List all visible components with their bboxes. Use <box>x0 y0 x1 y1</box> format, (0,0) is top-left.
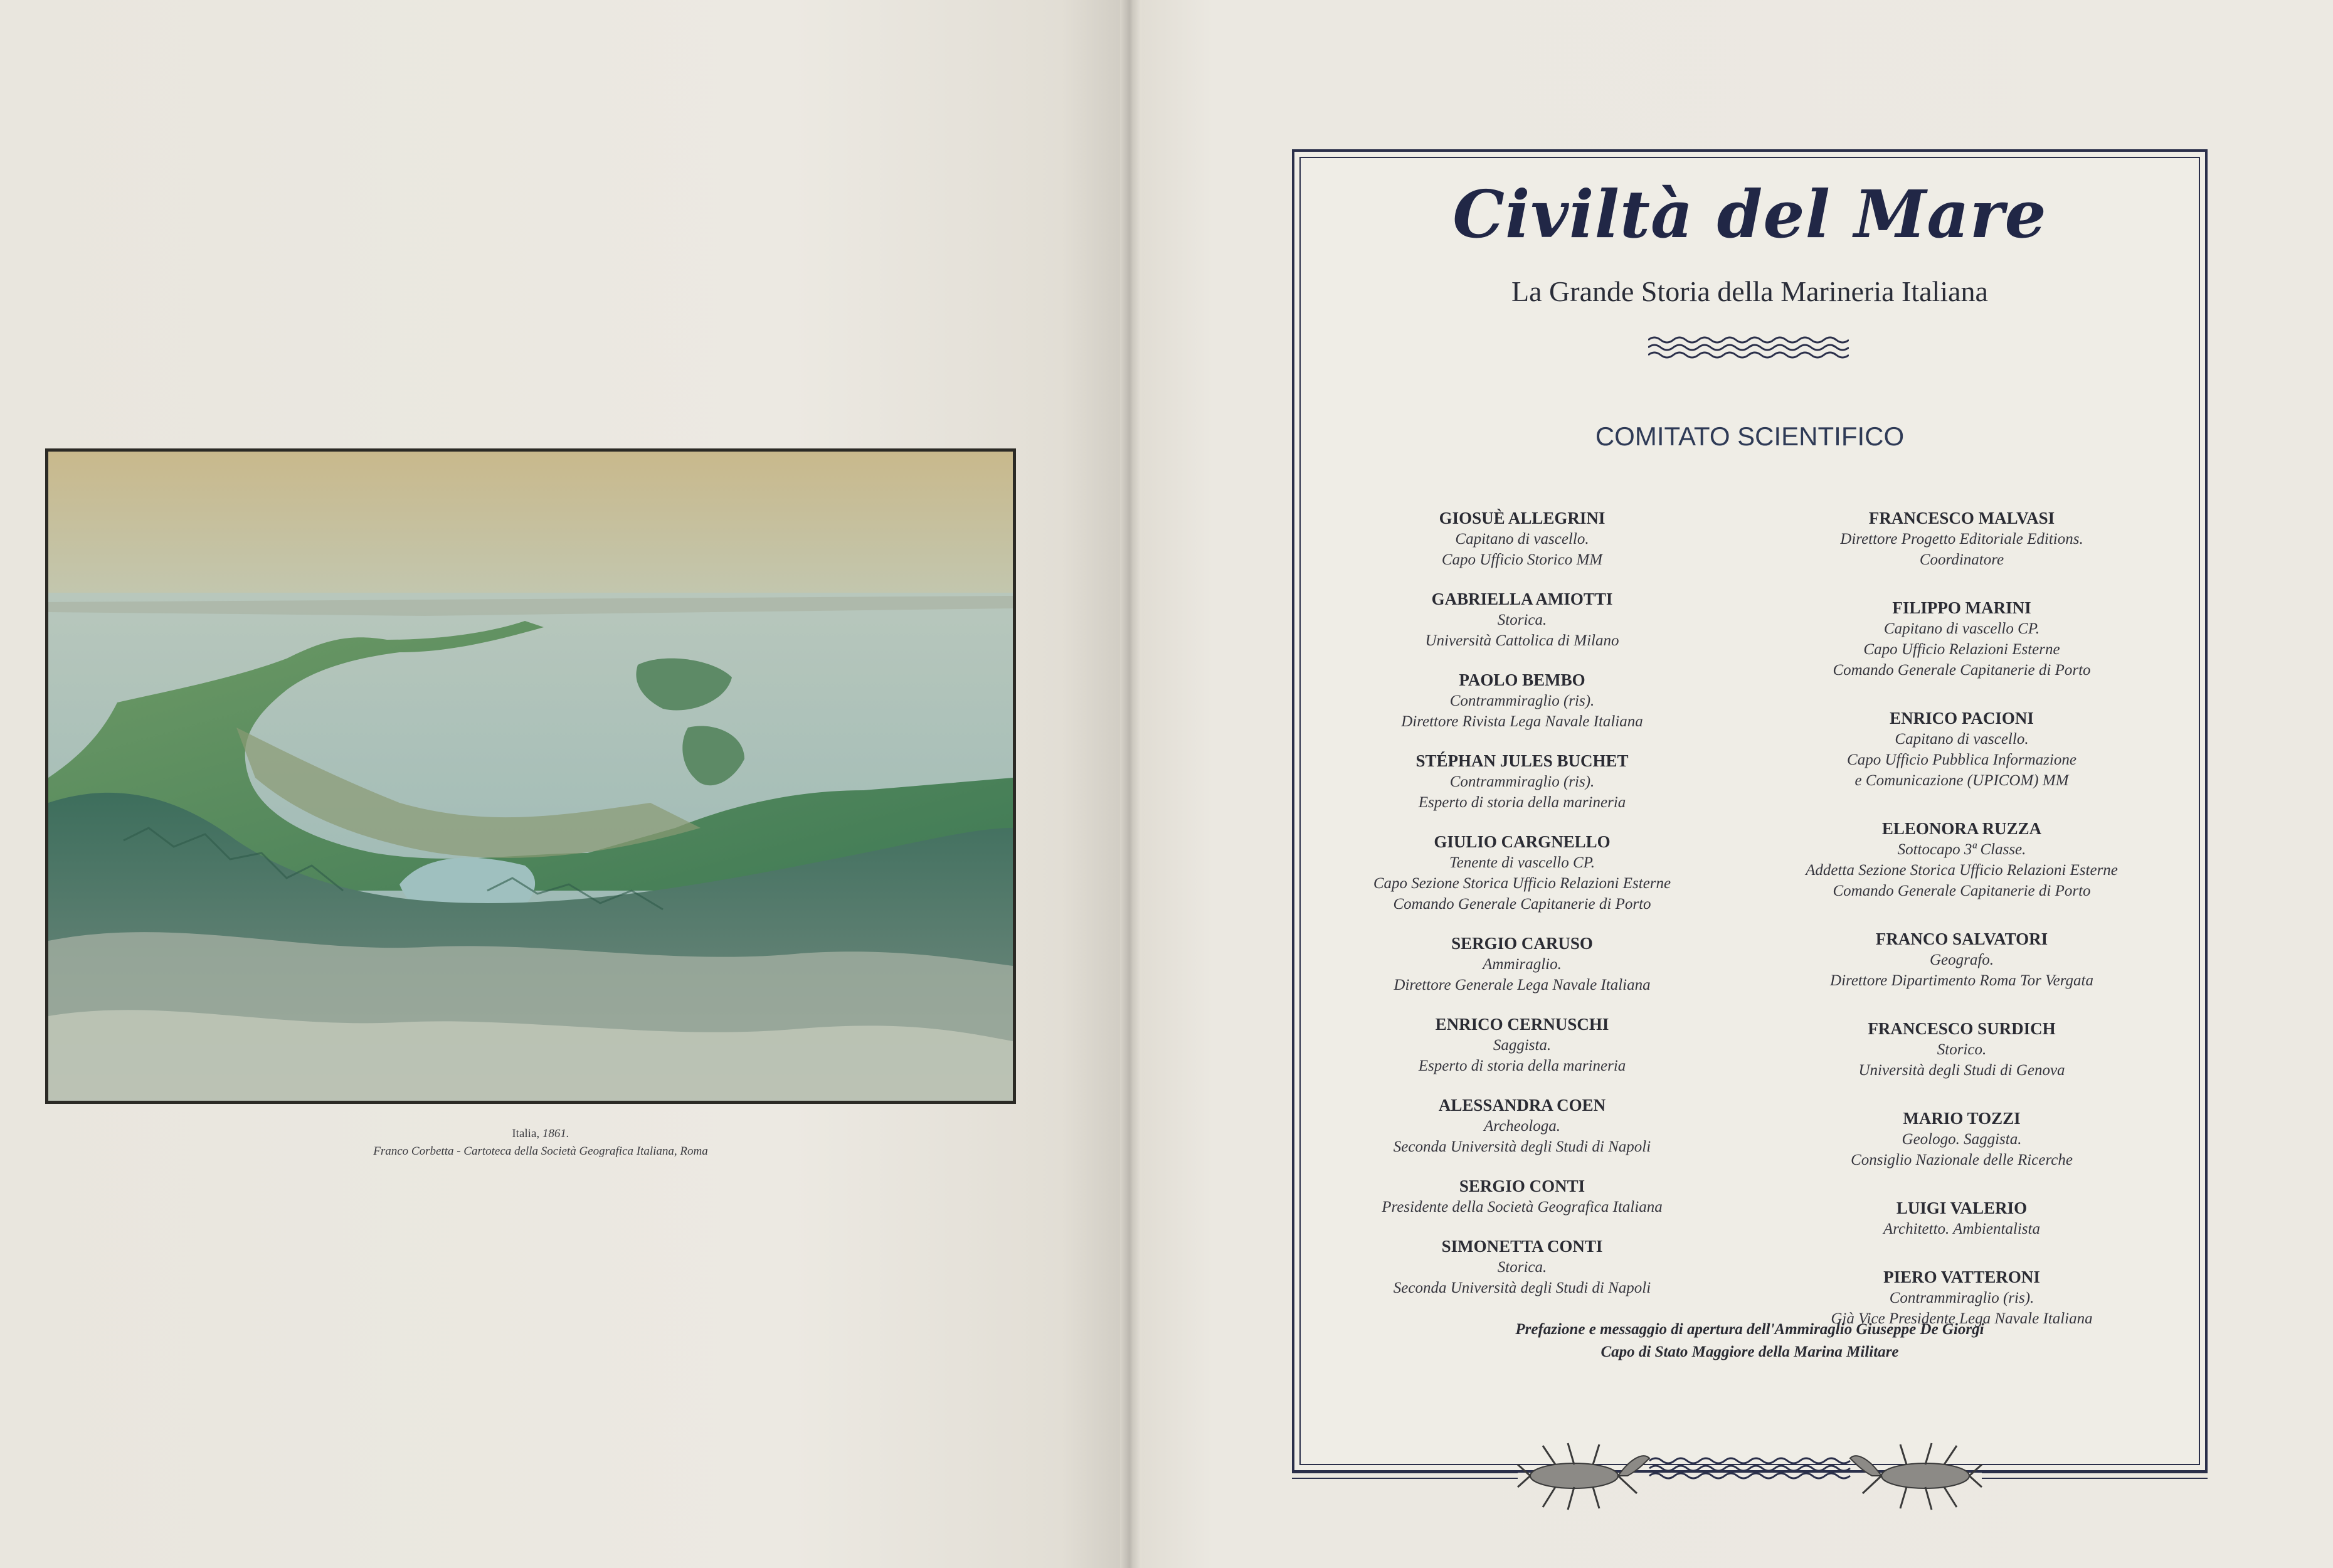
preface-line-1: Prefazione e messaggio di apertura dell'Ammiraglio Giuseppe De Giorgi <box>1515 1321 1984 1338</box>
book-gutter <box>1120 0 1141 1568</box>
committee-member <box>1774 1198 2150 1239</box>
committee-left-column <box>1334 489 1710 1298</box>
member-role: Consiglio Nazionale delle Ricerche <box>1851 1152 2073 1168</box>
member-role: Capo Ufficio Storico MM <box>1441 551 1603 568</box>
caption-credit: Franco Corbetta - Cartoteca della Società Geografica Italiana, Roma <box>373 1145 708 1158</box>
member-role: Architetto. Ambientalista <box>1883 1221 2040 1237</box>
member-role: Capitano di vascello CP. <box>1883 620 2040 637</box>
member-name: SIMONETTA CONTI <box>1441 1237 1603 1256</box>
committee-member <box>1774 598 2150 681</box>
member-role: Storica. <box>1497 1259 1547 1276</box>
committee-member <box>1774 1019 2150 1081</box>
member-name: ENRICO CERNUSCHI <box>1435 1015 1609 1034</box>
committee-member <box>1334 1095 1710 1157</box>
member-role: e Comunicazione (UPICOM) MM <box>1854 772 2069 789</box>
member-role: Storica. <box>1497 612 1547 628</box>
book-subtitle: La Grande Storia della Marineria Italiana <box>1511 275 1988 307</box>
member-role: Sottocapo 3ª Classe. <box>1897 841 2026 858</box>
preface-line-2: Capo di Stato Maggiore della Marina Militare <box>1600 1343 1899 1360</box>
member-name: MARIO TOZZI <box>1903 1109 2021 1128</box>
committee-member <box>1774 818 2150 901</box>
member-role: Seconda Università degli Studi di Napoli <box>1393 1279 1651 1296</box>
lobster-footer-ornament <box>1292 1427 2208 1521</box>
caption-place: Italia, <box>512 1127 540 1140</box>
member-role: Geologo. Saggista. <box>1902 1131 2022 1148</box>
member-role: Direttore Dipartimento Roma Tor Vergata <box>1830 972 2093 989</box>
member-role: Presidente della Società Geografica Italiana <box>1382 1199 1663 1216</box>
committee-member <box>1334 589 1710 651</box>
caption-title <box>233 1125 848 1143</box>
preface-note <box>1361 1318 2139 1364</box>
member-role: Direttore Generale Lega Navale Italiana <box>1394 977 1651 993</box>
member-role: Direttore Rivista Lega Navale Italiana <box>1401 713 1643 730</box>
member-name: SERGIO CARUSO <box>1451 934 1593 953</box>
member-name: FRANCO SALVATORI <box>1875 930 2048 948</box>
member-role: Direttore Progetto Editoriale Editions. <box>1840 531 2083 548</box>
committee-member <box>1334 1236 1710 1298</box>
member-role: Già Vice Presidente Lega Navale Italiana <box>1831 1310 2093 1327</box>
committee-right-column <box>1774 489 2150 1329</box>
wave-ornament-icon <box>1648 335 1849 363</box>
member-role: Capo Ufficio Relazioni Esterne <box>1863 641 2060 658</box>
committee-member <box>1334 508 1710 570</box>
member-name: GABRIELLA AMIOTTI <box>1431 590 1613 608</box>
member-name: GIOSUÈ ALLEGRINI <box>1439 509 1606 527</box>
member-role: Esperto di storia della marineria <box>1418 1057 1626 1074</box>
member-role: Esperto di storia della marineria <box>1418 794 1626 811</box>
committee-member <box>1334 751 1710 813</box>
member-role: Contrammiraglio (ris). <box>1449 773 1595 790</box>
member-role: Geografo. <box>1929 951 1994 968</box>
member-name: PIERO VATTERONI <box>1883 1268 2040 1286</box>
member-role: Università degli Studi di Genova <box>1858 1062 2065 1079</box>
map-illustration <box>45 448 1016 1104</box>
member-role: Comando Generale Capitanerie di Porto <box>1833 882 2091 899</box>
member-role: Capitano di vascello. <box>1455 531 1589 548</box>
committee-member <box>1334 1014 1710 1076</box>
member-name: STÉPHAN JULES BUCHET <box>1415 751 1629 770</box>
map-caption <box>233 1125 848 1160</box>
member-name: FRANCESCO SURDICH <box>1868 1019 2056 1038</box>
member-role: Tenente di vascello CP. <box>1449 854 1595 871</box>
committee-member <box>1334 832 1710 914</box>
member-role: Saggista. <box>1493 1037 1552 1054</box>
member-name: ALESSANDRA COEN <box>1438 1096 1606 1115</box>
committee-member <box>1334 1176 1710 1217</box>
member-role: Capitano di vascello. <box>1895 731 2029 748</box>
member-name: ELEONORA RUZZA <box>1881 819 2042 838</box>
member-role: Capo Sezione Storica Ufficio Relazioni Esterne <box>1373 875 1671 892</box>
member-role: Storico. <box>1937 1041 1987 1058</box>
member-role: Contrammiraglio (ris). <box>1449 692 1595 709</box>
committee-member <box>1334 670 1710 732</box>
member-role: Ammiraglio. <box>1483 956 1562 973</box>
member-role: Università Cattolica di Milano <box>1425 632 1619 649</box>
italy-map-image <box>48 452 1013 1101</box>
caption-year: 1861. <box>542 1127 569 1140</box>
member-role: Addetta Sezione Storica Ufficio Relazioni Esterne <box>1806 862 2118 879</box>
member-name: PAOLO BEMBO <box>1459 670 1585 689</box>
member-name: GIULIO CARGNELLO <box>1434 832 1611 851</box>
member-name: ENRICO PACIONI <box>1890 709 2034 728</box>
lobster-left-icon <box>1518 1443 1649 1510</box>
member-name: LUIGI VALERIO <box>1896 1199 2028 1217</box>
wave-footer-icon <box>1649 1458 1850 1478</box>
member-role: Comando Generale Capitanerie di Porto <box>1833 662 2091 679</box>
member-role: Archeologa. <box>1484 1118 1560 1135</box>
member-name: FILIPPO MARINI <box>1892 598 2031 617</box>
member-name: FRANCESCO MALVASI <box>1868 509 2055 527</box>
member-role: Comando Generale Capitanerie di Porto <box>1393 896 1651 913</box>
committee-member <box>1774 1108 2150 1170</box>
committee-member <box>1774 508 2150 570</box>
committee-member <box>1334 933 1710 995</box>
member-role: Capo Ufficio Pubblica Informazione <box>1847 751 2076 768</box>
member-role: Coordinatore <box>1919 551 2004 568</box>
lobster-right-icon <box>1850 1443 1982 1510</box>
committee-member <box>1774 708 2150 791</box>
member-name: SERGIO CONTI <box>1459 1177 1585 1195</box>
member-role: Seconda Università degli Studi di Napoli <box>1393 1138 1651 1155</box>
member-role: Contrammiraglio (ris). <box>1889 1290 2034 1306</box>
book-title: Civiltà del Mare <box>1452 176 2047 253</box>
committee-member <box>1774 929 2150 991</box>
committee-heading: COMITATO SCIENTIFICO <box>1595 421 1905 451</box>
